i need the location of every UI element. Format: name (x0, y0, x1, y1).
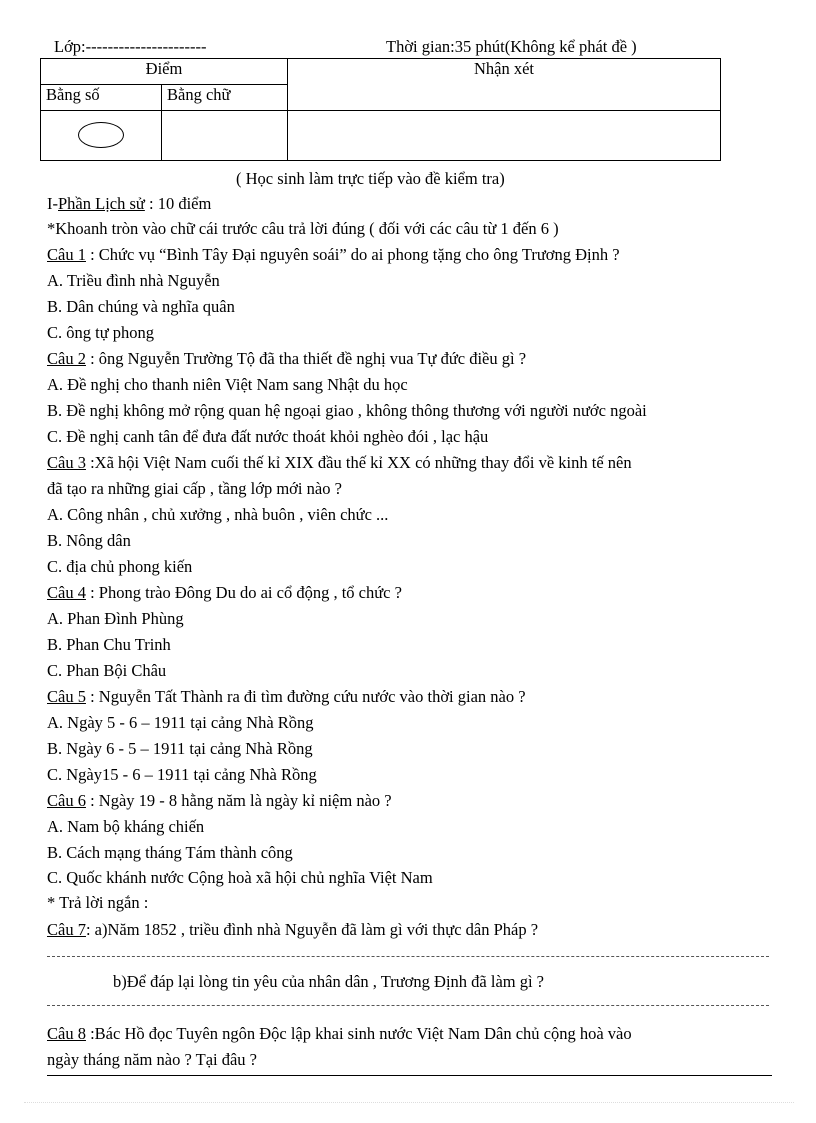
instruction: ( Học sinh làm trực tiếp vào đề kiểm tra) (236, 169, 505, 188)
question-label: Câu 3 (47, 453, 86, 472)
question-3 (47, 453, 632, 473)
score-header: Điểm (41, 59, 288, 85)
question-label: Câu 6 (47, 791, 86, 810)
question-text: :Bác Hồ đọc Tuyên ngôn Độc lập khai sinh nước Việt Nam Dân chủ cộng hoà vào (85, 1024, 632, 1043)
q5-option-a: A. Ngày 5 - 6 – 1911 tại cảng Nhà Rồng (47, 713, 314, 732)
question-text: : a)Năm 1852 , triều đình nhà Nguyễn đã làm gì với thực dân Pháp ? (85, 920, 539, 939)
answer-line[interactable] (47, 1075, 772, 1076)
question-text: : Phong trào Đông Du do ai cổ động , tổ chức ? (85, 583, 402, 602)
comment-cell[interactable] (288, 111, 721, 161)
score-number-cell[interactable] (41, 111, 162, 161)
answer-line[interactable] (47, 1005, 769, 1006)
section-title (47, 194, 211, 214)
section-points: : 10 điểm (144, 194, 212, 213)
q6-option-a: A. Nam bộ kháng chiến (47, 817, 205, 836)
question-7b: b)Để đáp lại lòng tin yêu của nhân dân , Trương Định đã làm gì ? (113, 972, 545, 991)
instruction-note: *Khoanh tròn vào chữ cái trước câu trả lời đúng ( đối với các câu từ 1 đến 6 ) (47, 219, 559, 238)
question-label: Câu 8 (47, 1024, 86, 1043)
score-number-header: Bằng số (41, 85, 162, 111)
question-text: : Chức vụ “Bình Tây Đại nguyên soái” do ai phong tặng cho ông Trương Định ? (85, 245, 620, 264)
section-prefix: I- (47, 194, 58, 213)
q3-option-a: A. Công nhân , chủ xưởng , nhà buôn , viên chức ... (47, 505, 389, 524)
q1-option-b: B. Dân chúng và nghĩa quân (47, 297, 235, 316)
q6-option-b: B. Cách mạng tháng Tám thành công (47, 843, 293, 862)
question-label: Câu 4 (47, 583, 86, 602)
question-label: Câu 1 (47, 245, 86, 264)
q1-option-a: A. Triều đình nhà Nguyễn (47, 271, 220, 290)
question-2 (47, 349, 526, 369)
q3-option-c: C. địa chủ phong kiến (47, 557, 193, 576)
q2-option-a: A. Đề nghị cho thanh niên Việt Nam sang Nhật du học (47, 375, 408, 394)
score-words-header: Bằng chữ (162, 85, 288, 111)
q5-option-b: B. Ngày 6 - 5 – 1911 tại cảng Nhà Rồng (47, 739, 313, 758)
question-7 (47, 920, 538, 940)
question-text: :Xã hội Việt Nam cuối thế kỉ XIX đầu thế kỉ XX có những thay đổi về kinh tế nên (85, 453, 632, 472)
q3-option-b: B. Nông dân (47, 531, 131, 550)
question-1 (47, 245, 620, 265)
section-name: Phần Lịch sử (58, 194, 145, 213)
question-label: Câu 2 (47, 349, 86, 368)
page-footer-rule (24, 1102, 794, 1103)
q2-option-c: C. Đề nghị canh tân để đưa đất nước thoát khỏi nghèo đói , lạc hậu (47, 427, 489, 446)
question-label: Câu 5 (47, 687, 86, 706)
q4-option-c: C. Phan Bội Châu (47, 661, 167, 680)
question-5 (47, 687, 526, 707)
question-4 (47, 583, 402, 603)
short-answer-heading: * Trả lời ngắn : (47, 893, 149, 912)
question-8-line2: ngày tháng năm nào ? Tại đâu ? (47, 1050, 257, 1069)
answer-line[interactable] (47, 956, 769, 957)
q4-option-a: A. Phan Đình Phùng (47, 609, 184, 628)
time-limit: Thời gian:35 phút(Không kể phát đề ) (386, 37, 637, 56)
q6-option-c: C. Quốc khánh nước Cộng hoà xã hội chủ nghĩa Việt Nam (47, 868, 433, 887)
q4-option-b: B. Phan Chu Trinh (47, 635, 171, 654)
score-words-cell[interactable] (162, 111, 288, 161)
question-text: : Nguyễn Tất Thành ra đi tìm đường cứu nước vào thời gian nào ? (85, 687, 526, 706)
q2-option-b: B. Đề nghị không mở rộng quan hệ ngoại giao , không thông thương với người nước ngoài (47, 401, 647, 420)
q1-option-c: C. ông tự phong (47, 323, 155, 342)
question-label: Câu 7 (47, 920, 86, 939)
question-3-line2: đã tạo ra những giai cấp , tầng lớp mới nào ? (47, 479, 342, 498)
oval-shape (78, 122, 124, 148)
comment-header: Nhận xét (288, 59, 721, 111)
question-8 (47, 1024, 632, 1044)
question-text: : Ngày 19 - 8 hằng năm là ngày kỉ niệm nào ? (85, 791, 392, 810)
question-text: : ông Nguyễn Trường Tộ đã tha thiết đề nghị vua Tự đức điều gì ? (85, 349, 527, 368)
grade-table (40, 58, 721, 161)
class-field: Lớp:---------------------- (54, 37, 207, 56)
question-6 (47, 791, 392, 811)
q5-option-c: C. Ngày15 - 6 – 1911 tại cảng Nhà Rồng (47, 765, 317, 784)
